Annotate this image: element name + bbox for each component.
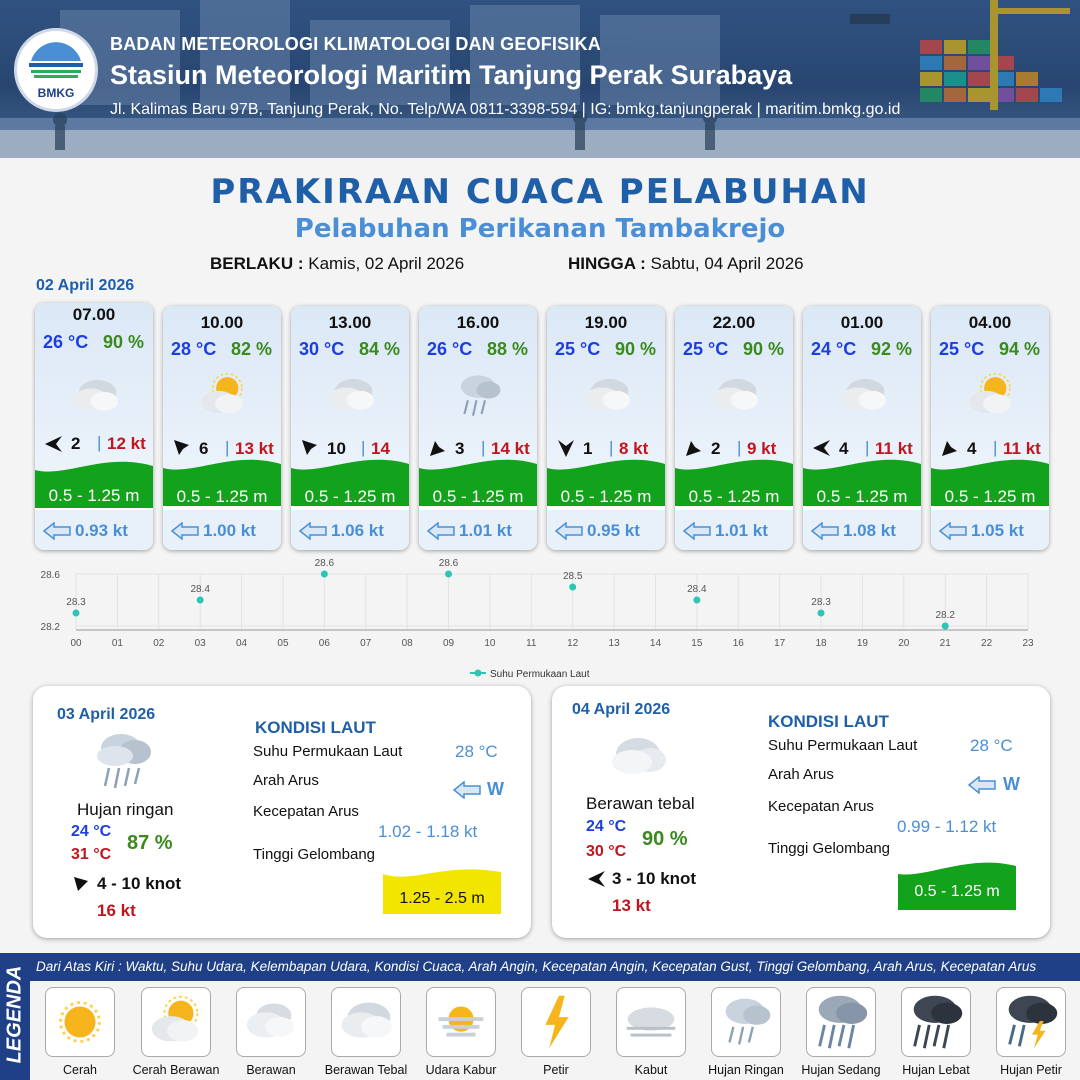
- day3-arus-speed: 0.99 - 1.12 kt: [897, 817, 997, 836]
- card-wind-speed: 1: [583, 439, 593, 458]
- card-wave-height: 0.5 - 1.25 m: [432, 487, 524, 506]
- kabut-icon: [617, 988, 685, 1056]
- card-separator: |: [865, 438, 870, 457]
- day2-arus-dir: W: [487, 779, 504, 799]
- berawan-tebal-icon: [55, 367, 135, 427]
- legend-item-box: [901, 987, 971, 1057]
- day2-temp-min: 24 °C: [71, 823, 112, 840]
- card-gust: 11 kt: [1003, 439, 1041, 458]
- x-tick-label: 21: [939, 638, 951, 649]
- card-humidity: 82 %: [231, 339, 273, 359]
- card-time: 10.00: [200, 313, 244, 332]
- x-tick-label: 03: [194, 638, 206, 649]
- day3-condition: Berawan tebal: [586, 794, 695, 813]
- berawan-tebal-icon: [823, 366, 903, 426]
- data-point: [321, 571, 328, 578]
- x-tick-label: 09: [442, 638, 455, 649]
- day3-arus-dir-label: Arah Arus: [768, 766, 834, 783]
- legend-item-box: [426, 987, 496, 1057]
- hour-card: [163, 306, 281, 550]
- card-current-speed: 1.00 kt: [203, 521, 256, 540]
- wind-direction-w-icon: [586, 868, 608, 890]
- card-current-speed: 0.93 kt: [75, 521, 128, 540]
- card-humidity: 84 %: [359, 339, 401, 359]
- current-arrow-west-icon: [968, 776, 996, 794]
- hour-card: [803, 306, 921, 550]
- x-tick-label: 08: [401, 638, 413, 649]
- cerah-berawan-icon: [951, 366, 1031, 426]
- x-tick-label: 16: [732, 638, 744, 649]
- data-point: [818, 610, 825, 617]
- card-gust: 13 kt: [235, 439, 274, 458]
- card-wind-speed: 2: [711, 439, 721, 458]
- day3-arus-dir: W: [1003, 774, 1020, 794]
- hour-card: [931, 306, 1049, 550]
- day2-date: 03 April 2026: [57, 706, 156, 723]
- card-current-speed: 0.95 kt: [587, 521, 640, 540]
- day3-sst: 28 °C: [970, 736, 1013, 755]
- card-current-speed: 1.05 kt: [971, 521, 1024, 540]
- current-arrow-west-icon: [453, 781, 481, 799]
- card-wind-speed: 2: [71, 434, 81, 453]
- data-label: 28.6: [314, 558, 335, 569]
- x-tick-label: 12: [567, 638, 579, 649]
- day2-wave: 1.25 - 2.5 m: [399, 890, 485, 907]
- legend-item-label: Udara Kabur: [425, 1063, 497, 1077]
- hour-card: [291, 306, 409, 550]
- card-humidity: 90 %: [615, 339, 657, 359]
- data-label: 28.3: [66, 597, 86, 608]
- card-wind-speed: 6: [199, 439, 209, 458]
- x-tick-label: 07: [360, 638, 372, 649]
- x-tick-label: 20: [898, 638, 910, 649]
- data-point: [569, 584, 576, 591]
- legend-item-box: [711, 987, 781, 1057]
- port-name: Pelabuhan Perikanan Tambakrejo: [294, 214, 786, 244]
- day3-kondisi-title: KONDISI LAUT: [768, 712, 889, 731]
- card-time: 13.00: [328, 313, 372, 332]
- day3-sst-label: Suhu Permukaan Laut: [768, 737, 918, 754]
- hujan-ringan-icon: [712, 988, 780, 1056]
- page-title: PRAKIRAAN CUACA PELABUHAN: [210, 172, 870, 212]
- x-tick-label: 14: [649, 638, 662, 649]
- data-label: 28.6: [438, 558, 459, 569]
- card-time: 04.00: [968, 313, 1012, 332]
- current-arrow-west-icon: [811, 522, 839, 540]
- card-wave-height: 0.5 - 1.25 m: [304, 487, 396, 506]
- x-tick-label: 04: [236, 638, 248, 649]
- day3-arus-speed-label: Kecepatan Arus: [768, 798, 874, 815]
- hour-card: [419, 306, 537, 550]
- hujan-sedang-icon: [807, 988, 875, 1056]
- current-arrow-west-icon: [683, 522, 711, 540]
- card-wave-height: 0.5 - 1.25 m: [688, 487, 780, 506]
- x-tick-label: 18: [815, 638, 827, 649]
- agency-name: BADAN METEOROLOGI KLIMATOLOGI DAN GEOFISIKA: [110, 34, 601, 54]
- legend-item-label: Berawan: [246, 1063, 296, 1077]
- legend-item-box: [806, 987, 876, 1057]
- card-wave-height: 0.5 - 1.25 m: [944, 487, 1036, 506]
- contact-info: Jl. Kalimas Baru 97B, Tanjung Perak, No. Telp/WA 0811-3398-594 | IG: bmkg.tanjungperak | maritim.bmkg.go.id: [110, 101, 901, 118]
- card-wind-speed: 3: [455, 439, 465, 458]
- hour-card: [675, 306, 793, 550]
- card-separator: |: [609, 438, 614, 457]
- x-tick-label: 23: [1022, 638, 1034, 649]
- card-current-speed: 1.06 kt: [331, 521, 384, 540]
- y-tick-label: 28.2: [40, 622, 60, 633]
- legend-label: Suhu Permukaan Laut: [490, 669, 590, 680]
- day2-kondisi-title: KONDISI LAUT: [255, 718, 376, 737]
- day3-date: 04 April 2026: [572, 701, 671, 718]
- legend-item-label: Kabut: [634, 1063, 668, 1077]
- berawan-tebal-icon: [604, 732, 674, 782]
- data-point: [693, 597, 700, 604]
- wind-direction-icon: [43, 433, 65, 455]
- sst-chart: [0, 558, 1080, 686]
- card-humidity: 94 %: [999, 339, 1041, 359]
- card-wave-height: 0.5 - 1.25 m: [560, 487, 652, 506]
- petir-icon: [522, 988, 590, 1056]
- legend-caption: Dari Atas Kiri : Waktu, Suhu Udara, Kelembapan Udara, Kondisi Cuaca, Arah Angin, Kecepatan Angin, Kecepatan Gust, Tinggi Gelombang, Arah Arus, Kecepatan Arus: [36, 959, 1037, 974]
- data-label: 28.5: [562, 571, 583, 582]
- day3-temp-min: 24 °C: [586, 818, 627, 835]
- day3-gust: 13 kt: [612, 896, 651, 915]
- card-wind-speed: 10: [327, 439, 346, 458]
- bmkg-logo-text: BMKG: [37, 86, 75, 100]
- legend-item-label: Cerah Berawan: [132, 1063, 220, 1077]
- berawan-tebal-icon: [567, 366, 647, 426]
- hujan-lebat-icon: [902, 988, 970, 1056]
- card-temperature: 30 °C: [299, 339, 345, 359]
- station-name: Stasiun Meteorologi Maritim Tanjung Perak Surabaya: [110, 60, 793, 90]
- card-temperature: 25 °C: [683, 339, 729, 359]
- data-label: 28.2: [935, 610, 955, 621]
- day3-temp-max: 30 °C: [586, 843, 627, 860]
- day2-arus-speed-label: Kecepatan Arus: [253, 803, 359, 820]
- card-wind-speed: 4: [967, 439, 977, 458]
- x-tick-label: 06: [318, 638, 330, 649]
- data-label: 28.4: [190, 584, 210, 595]
- valid-from: [210, 254, 464, 274]
- valid-from-label: BERLAKU :: [210, 254, 304, 273]
- legend-item-box: [141, 987, 211, 1057]
- card-humidity: 88 %: [487, 339, 529, 359]
- card-time: 19.00: [584, 313, 628, 332]
- current-arrow-west-icon: [171, 522, 199, 540]
- legend-item-box: [616, 987, 686, 1057]
- hour-card: [547, 306, 665, 550]
- card-wind-speed: 4: [839, 439, 849, 458]
- card-gust: 11 kt: [875, 439, 913, 458]
- day2-sst: 28 °C: [455, 742, 498, 761]
- data-point: [942, 623, 949, 630]
- berawan-tebal-icon: [311, 366, 391, 426]
- legend: [0, 953, 1080, 1080]
- x-tick-label: 11: [526, 638, 537, 649]
- card-current-speed: 1.01 kt: [715, 521, 768, 540]
- hujan-ringan-icon: [91, 726, 161, 796]
- hour-card: [35, 303, 153, 550]
- x-tick-label: 19: [856, 638, 868, 649]
- udara-kabur-icon: [427, 988, 495, 1056]
- legend-item-box: [996, 987, 1066, 1057]
- legend-item-label: Petir: [543, 1063, 569, 1077]
- x-tick-label: 22: [981, 638, 993, 649]
- data-label: 28.3: [811, 597, 831, 608]
- card-temperature: 25 °C: [555, 339, 601, 359]
- card-wave-height: 0.5 - 1.25 m: [48, 486, 140, 505]
- berawan-tebal-icon: [695, 366, 775, 426]
- card-humidity: 90 %: [743, 339, 785, 359]
- day2-sst-label: Suhu Permukaan Laut: [253, 743, 403, 760]
- data-point: [445, 571, 452, 578]
- current-arrow-west-icon: [427, 522, 455, 540]
- x-tick-label: 02: [153, 638, 165, 649]
- legend-side-label: LEGENDA: [3, 965, 26, 1064]
- bmkg-logo: [14, 28, 98, 112]
- x-tick-label: 13: [608, 638, 620, 649]
- wind-direction-nw-icon: [71, 874, 93, 896]
- day3-wind: 3 - 10 knot: [612, 869, 697, 888]
- cerah-berawan-icon: [183, 366, 263, 426]
- card-temperature: 28 °C: [171, 339, 217, 359]
- card-time: 22.00: [712, 313, 756, 332]
- current-arrow-west-icon: [939, 522, 967, 540]
- legend-item-label: Hujan Petir: [1000, 1063, 1062, 1077]
- x-tick-label: 00: [70, 638, 82, 649]
- x-tick-label: 17: [774, 638, 786, 649]
- card-time: 01.00: [840, 313, 884, 332]
- card-separator: |: [361, 438, 366, 457]
- card-separator: |: [737, 438, 742, 457]
- hujan-petir-icon: [997, 988, 1065, 1056]
- card-gust: 12 kt: [107, 434, 146, 453]
- cerah-icon: [46, 988, 114, 1056]
- header-banner: [0, 0, 1080, 158]
- legend-item-label: Hujan Ringan: [708, 1063, 784, 1077]
- current-arrow-west-icon: [299, 522, 327, 540]
- day3-wave-label: Tinggi Gelombang: [768, 840, 891, 857]
- card-current-speed: 1.08 kt: [843, 521, 896, 540]
- current-arrow-west-icon: [555, 522, 583, 540]
- day2-wind: 4 - 10 knot: [97, 874, 182, 893]
- card-time: 16.00: [456, 313, 500, 332]
- current-arrow-west-icon: [43, 522, 71, 540]
- data-label: 28.4: [687, 584, 707, 595]
- card-temperature: 26 °C: [43, 332, 89, 352]
- card-wave-height: 0.5 - 1.25 m: [176, 487, 268, 506]
- x-tick-label: 15: [691, 638, 703, 649]
- day2-arus-speed: 1.02 - 1.18 kt: [378, 822, 478, 841]
- card-time: 07.00: [72, 305, 116, 324]
- legend-item-box: [236, 987, 306, 1057]
- berawan-tebal-icon: [332, 988, 400, 1056]
- day2-wave-label: Tinggi Gelombang: [253, 846, 376, 863]
- hujan-ringan-icon: [439, 366, 519, 426]
- card-gust: 14: [371, 439, 390, 458]
- card-separator: |: [225, 438, 230, 457]
- card-wave-height: 0.5 - 1.25 m: [816, 487, 908, 506]
- x-tick-label: 10: [484, 638, 496, 649]
- day2-arus-dir-label: Arah Arus: [253, 772, 319, 789]
- legend-swatch-dot: [475, 670, 482, 677]
- day2-panel: [33, 686, 531, 938]
- bmkg-logo-icon: [17, 31, 95, 109]
- card-separator: |: [993, 438, 998, 457]
- berawan-icon: [237, 988, 305, 1056]
- day2-temp-max: 31 °C: [71, 846, 112, 863]
- card-temperature: 26 °C: [427, 339, 473, 359]
- valid-to: [568, 254, 804, 274]
- legend-item-box: [45, 987, 115, 1057]
- cerah-berawan-icon: [142, 988, 210, 1056]
- card-humidity: 90 %: [103, 332, 145, 352]
- day2-condition: Hujan ringan: [77, 800, 174, 819]
- valid-to-value: Sabtu, 04 April 2026: [650, 254, 804, 273]
- day1-date: 02 April 2026: [36, 277, 135, 294]
- day3-wave: 0.5 - 1.25 m: [914, 883, 1000, 900]
- day2-gust: 16 kt: [97, 901, 136, 920]
- legend-item-label: Berawan Tebal: [324, 1063, 408, 1077]
- data-point: [197, 597, 204, 604]
- card-separator: |: [97, 433, 102, 452]
- x-tick-label: 01: [111, 638, 123, 649]
- day3-humidity: 90 %: [642, 828, 688, 850]
- x-tick-label: 05: [277, 638, 289, 649]
- day2-humidity: 87 %: [127, 832, 173, 854]
- legend-item-label: Hujan Lebat: [902, 1063, 970, 1077]
- card-gust: 9 kt: [747, 439, 777, 458]
- card-current-speed: 1.01 kt: [459, 521, 512, 540]
- card-humidity: 92 %: [871, 339, 913, 359]
- legend-item-box: [331, 987, 401, 1057]
- valid-from-value: Kamis, 02 April 2026: [308, 254, 465, 273]
- card-gust: 14 kt: [491, 439, 530, 458]
- legend-item-label: Cerah: [62, 1063, 98, 1077]
- y-tick-label: 28.6: [40, 570, 60, 581]
- legend-item-box: [521, 987, 591, 1057]
- legend-item-label: Hujan Sedang: [801, 1063, 881, 1077]
- card-separator: |: [481, 438, 486, 457]
- valid-to-label: HINGGA :: [568, 254, 646, 273]
- card-gust: 8 kt: [619, 439, 649, 458]
- data-point: [73, 610, 80, 617]
- day3-panel: [552, 686, 1050, 938]
- card-temperature: 24 °C: [811, 339, 857, 359]
- card-temperature: 25 °C: [939, 339, 985, 359]
